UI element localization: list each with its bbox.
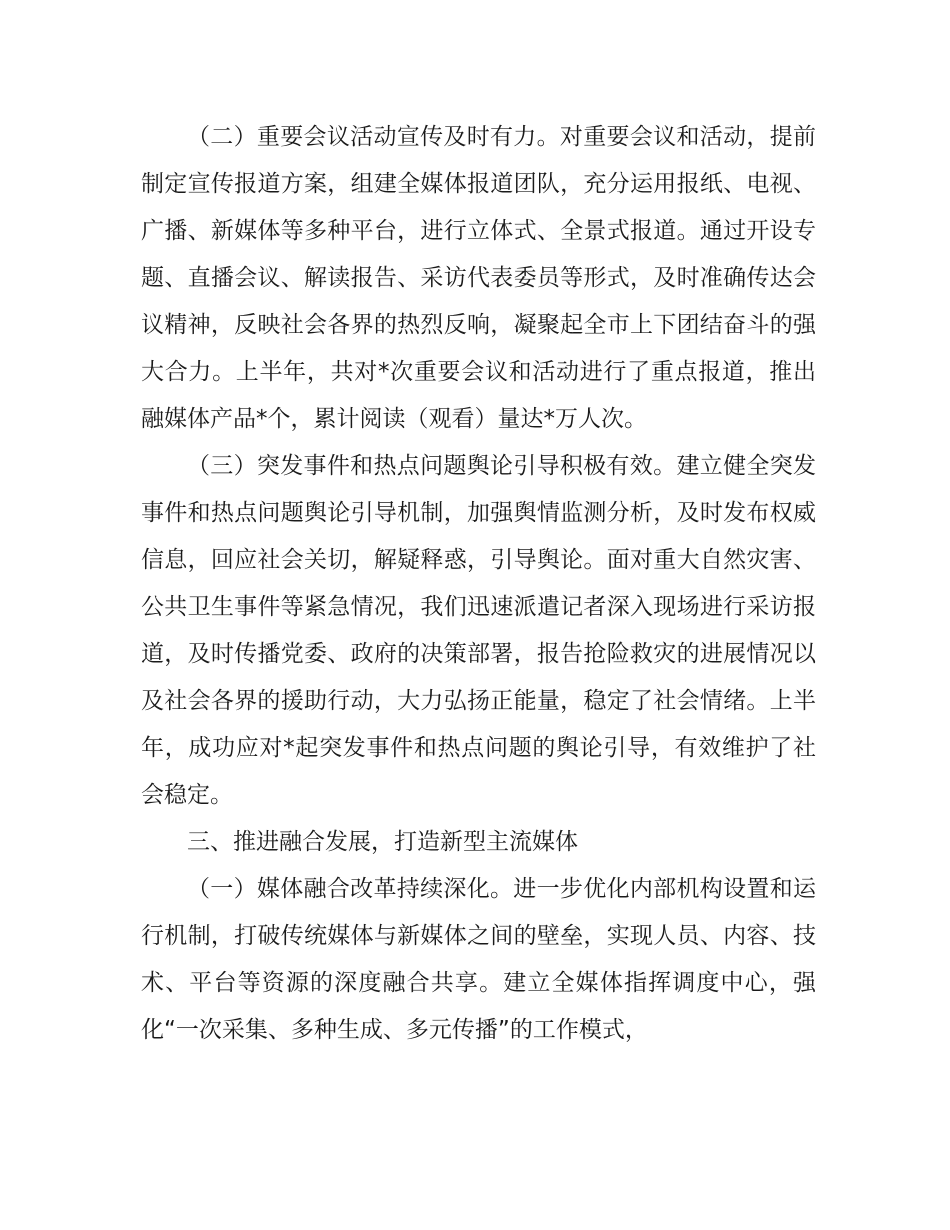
paragraph-media-integration: （一）媒体融合改革持续深化。进一步优化内部机构设置和运行机制，打破传统媒体与新媒体之间的壁垒，实现人员、内容、技术、平台等资源的深度融合共享。建立全媒体指挥调度中心，强化“一次采集、多种生成、多元传播”的工作模式， (141, 876, 816, 1043)
paragraph-emergency-guidance: （三）突发事件和热点问题舆论引导积极有效。建立健全突发事件和热点问题舆论引导机制，加强舆情监测分析，及时发布权威信息，回应社会关切，解疑释惑，引导舆论。面对重大自然灾害、公共卫生事件等紧急情况，我们迅速派遣记者深入现场进行采访报道，及时传播党委、政府的决策部署，报告抢险救灾的进展情况以及社会各界的援助行动，大力弘扬正能量，稳定了社会情绪。上半年，成功应对*起突发事件和热点问题的舆论引导，有效维护了社会稳定。 (141, 453, 816, 808)
section-heading-three: 三、推进融合发展，打造新型主流媒体 (187, 829, 578, 855)
paragraph-important-meetings: （二）重要会议活动宣传及时有力。对重要会议和活动，提前制定宣传报道方案，组建全媒体报道团队，充分运用报纸、电视、广播、新媒体等多种平台，进行立体式、全景式报道。通过开设专题、直播会议、解读报告、采访代表委员等形式，及时准确传达会议精神，反映社会各界的热烈反响，凝聚起全市上下团结奋斗的强大合力。上半年，共对*次重要会议和活动进行了重点报道，推出融媒体产品*个，累计阅读（观看）量达*万人次。 (141, 124, 816, 432)
document-body (141, 114, 816, 1054)
